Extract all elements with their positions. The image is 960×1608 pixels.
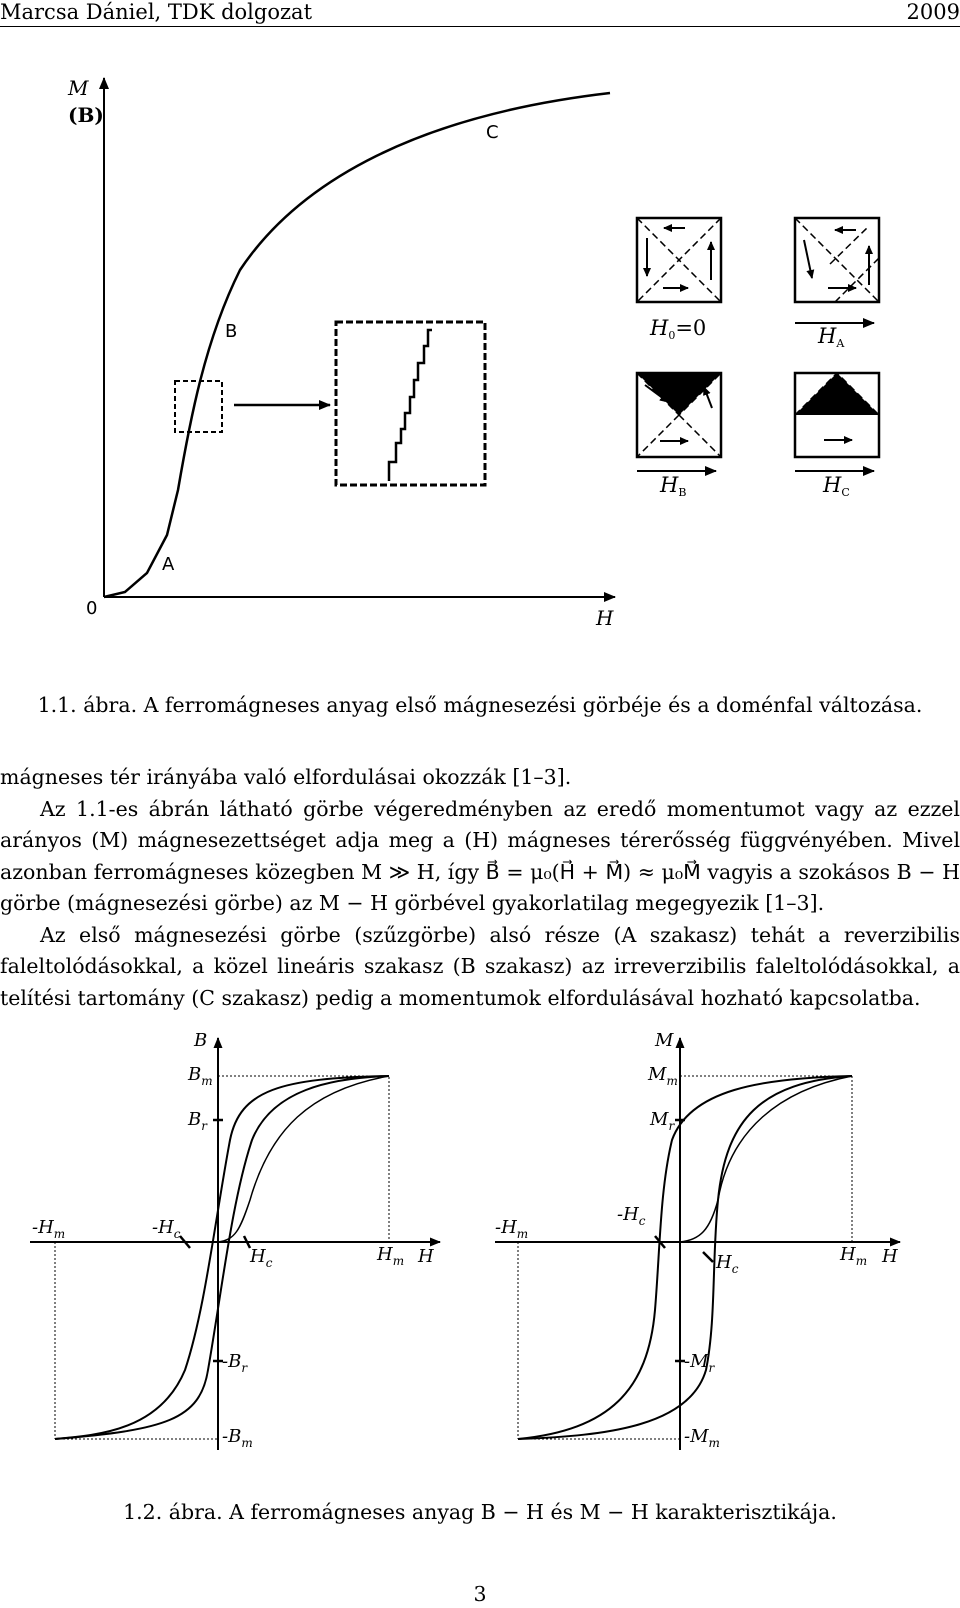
domain-state-h0 [637, 218, 721, 342]
bh-loop-descending [55, 1076, 389, 1439]
bh-loop-chart [30, 1030, 440, 1450]
mh-hc-label: H [716, 1252, 732, 1273]
bh-br-sub: r [201, 1119, 207, 1133]
domain-h0-suffix: =0 [675, 316, 707, 340]
mh-mr-label: M [650, 1109, 669, 1130]
figure-1-1 [0, 40, 960, 660]
bh-neg-br-sub: r [241, 1361, 248, 1375]
mh-neg-mm-label: -M [684, 1426, 709, 1447]
running-header [0, 0, 960, 27]
mh-mr-sub: r [668, 1119, 675, 1133]
bh-neg-br-label: -B [222, 1351, 242, 1372]
y-axis-label-b: (B) [68, 103, 104, 127]
svg-text:-Bm [222, 1426, 253, 1450]
bh-hm-label: H [377, 1244, 393, 1265]
svg-text:Hm [376, 1244, 404, 1268]
bh-neg-bm-sub: m [241, 1436, 253, 1450]
body-text [0, 762, 960, 1014]
barkhausen-steps [389, 330, 432, 481]
svg-text:Hc [715, 1252, 739, 1276]
mh-loop-descending [518, 1076, 852, 1439]
bh-neg-bm-label: -B [222, 1426, 242, 1447]
bh-x-axis-label: H [418, 1246, 434, 1267]
region-a-label: A [162, 554, 175, 575]
mh-mm-sub: m [666, 1074, 678, 1088]
mh-hm-label: H [840, 1244, 856, 1265]
svg-text:-Hm [32, 1217, 65, 1241]
svg-text:-Br [222, 1351, 248, 1375]
svg-text:-Mr [684, 1351, 716, 1375]
bh-neg-hm-label: -H [32, 1217, 54, 1238]
domain-hc-label: H [823, 473, 842, 497]
bh-y-axis-label: B [194, 1030, 208, 1051]
svg-text:Hc [249, 1246, 273, 1270]
domain-ha-sub: A [836, 337, 845, 350]
mh-neg-mr-sub: r [708, 1361, 715, 1375]
svg-text:HC [822, 473, 850, 499]
figure-1-1-caption: 1.1. ábra. A ferromágneses anyag első mágnesezési görbéje és a doménfal változása. [37, 693, 923, 717]
svg-text:-Mm [684, 1426, 720, 1450]
bh-bm-sub: m [201, 1074, 213, 1088]
domain-hb-label: H [660, 473, 679, 497]
svg-text:HB [659, 473, 686, 499]
origin-label: 0 [86, 598, 98, 619]
figure-1-2 [0, 1030, 960, 1450]
svg-text:H0=0 [649, 316, 706, 342]
svg-text:-Hc [617, 1204, 646, 1228]
mh-neg-hm-label: -H [495, 1217, 517, 1238]
mh-hm-sub: m [855, 1254, 868, 1268]
y-axis-label-m: M [68, 76, 89, 100]
bh-hm-sub: m [392, 1254, 405, 1268]
paragraph-2: Az első mágnesezési görbe (szűzgörbe) alsó része (A szakasz) tehát a reverzibilis faleltolódásokkal, a közel lineáris szakasz (B szakasz) az irreverzibilis faleltolódásokkal, a telítési tartomány (C szakasz) pedig a momentumok elfordulásával hozható kapcsolatba. [0, 922, 960, 1010]
bh-bm-label: B [188, 1064, 202, 1085]
svg-text:Mm [647, 1064, 678, 1088]
domain-hb-sub: B [678, 486, 687, 499]
bh-initial-curve [218, 1076, 389, 1242]
svg-text:HA [817, 324, 845, 350]
domain-hc-sub: C [841, 486, 850, 499]
mh-neg-hc-sub: c [638, 1214, 646, 1228]
magnetization-curve [104, 93, 610, 597]
svg-text:Hm [839, 1244, 867, 1268]
domain-ha-label: H [818, 324, 837, 348]
paragraph-1: Az 1.1-es ábrán látható görbe végeredményben az eredő momentumot vagy az ezzel arányos (M) mágnesezettséget adja meg a (H) mágneses térerősség függvényében. Mivel azonban ferromágneses közegben M ≫ H, így B⃗ = μ₀(H⃗ + M⃗) ≈ μ₀M⃗ vagyis a szokásos B − H görbe (mágnesezési görbe) az M − H görbével gyakorlatilag megegyezik [1–3]. [0, 796, 960, 915]
mh-neg-hm-sub: m [516, 1227, 529, 1241]
x-axis-label: H [596, 606, 614, 630]
mh-x-axis-label: H [882, 1246, 898, 1267]
header-author: Marcsa Dániel, TDK dolgozat [0, 0, 313, 24]
figure-1-2-caption: 1.2. ábra. A ferromágneses anyag B − H és M − H karakterisztikája. [123, 1500, 837, 1524]
mh-neg-mm-sub: m [708, 1436, 720, 1450]
bh-hc-sub: c [265, 1256, 273, 1270]
bh-hc-label: H [250, 1246, 266, 1267]
bh-br-label: B [188, 1109, 202, 1130]
mh-mm-label: M [648, 1064, 667, 1085]
header-year: 2009 [906, 0, 960, 24]
bh-loop-ascending [55, 1076, 389, 1439]
svg-text:Br [187, 1109, 208, 1133]
svg-text:Bm [187, 1064, 213, 1088]
region-b-label: B [225, 321, 238, 342]
bh-neg-hm-sub: m [53, 1227, 66, 1241]
svg-text:-Hm [495, 1217, 528, 1241]
page-number: 3 [473, 1582, 487, 1606]
svg-text:Mr [649, 1109, 675, 1133]
domain-state-hb [637, 373, 721, 499]
mh-y-axis-label: M [655, 1030, 674, 1051]
bh-neg-hc-sub: c [173, 1227, 181, 1241]
bh-neg-hc-label: -H [152, 1217, 174, 1238]
svg-text:-Hc [152, 1217, 181, 1241]
domain-state-ha [795, 218, 879, 350]
text-line-continuation: mágneses tér irányába való elfordulásai okozzák [1–3]. [0, 765, 572, 789]
mh-neg-mr-label: -M [684, 1351, 709, 1372]
mh-loop-chart [495, 1030, 900, 1450]
domain-h0-sub: 0 [668, 329, 676, 342]
mh-loop-ascending [518, 1076, 852, 1439]
domain-state-hc [795, 373, 879, 499]
region-c-label: C [486, 122, 499, 143]
mh-neg-hc-label: -H [617, 1204, 639, 1225]
domain-h0-label: H [650, 316, 669, 340]
mh-hc-sub: c [731, 1262, 739, 1276]
